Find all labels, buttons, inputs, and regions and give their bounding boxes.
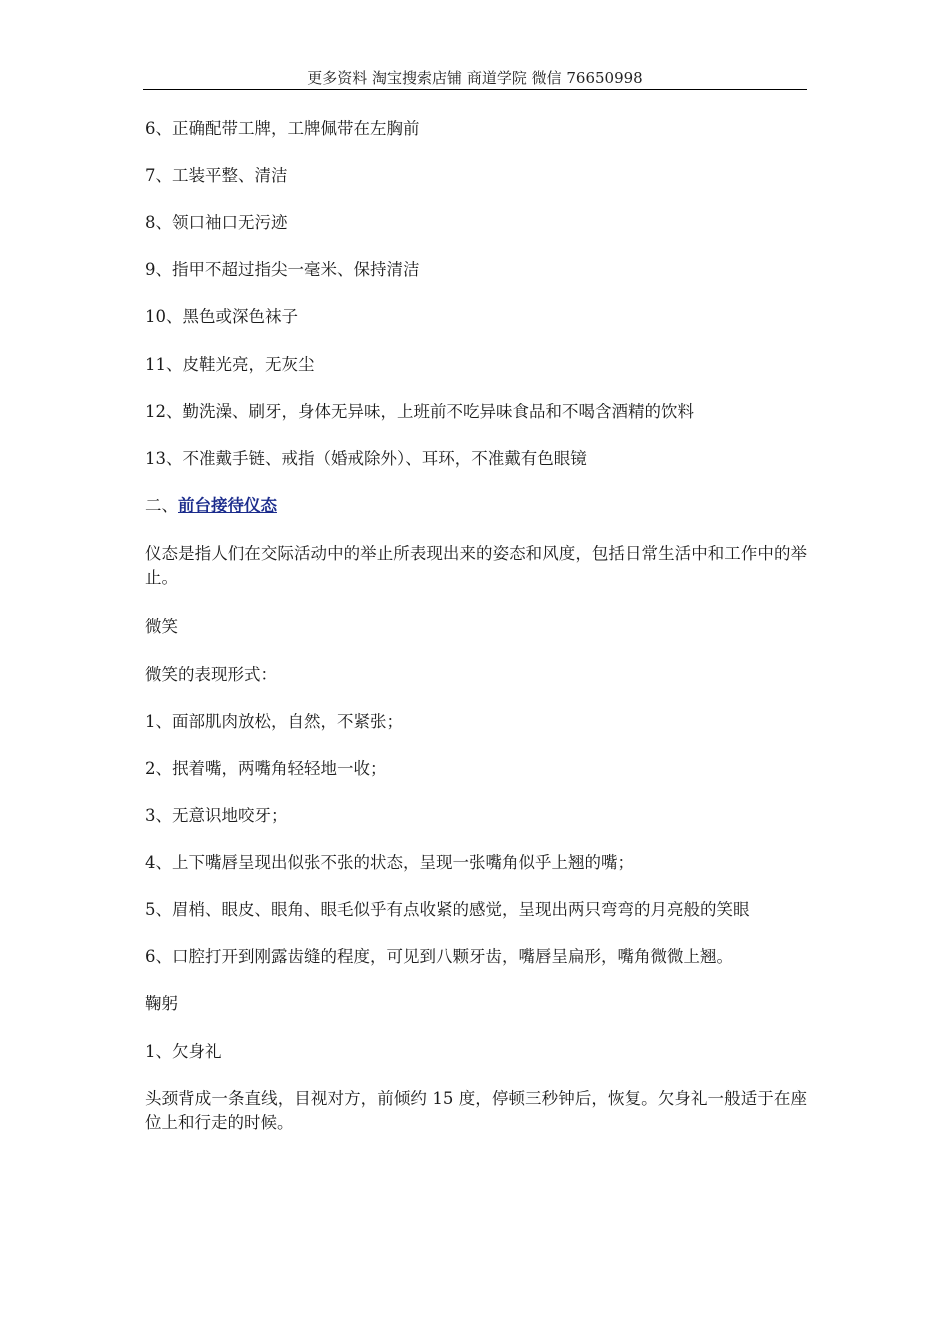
list-item: 1、欠身礼 (145, 1042, 222, 1061)
list-item: 10、黑色或深色袜子 (145, 307, 298, 326)
list-item: 2、抿着嘴，两嘴角轻轻地一收； (145, 759, 387, 778)
smile-title: 微笑 (145, 617, 178, 636)
list-item: 4、上下嘴唇呈现出似张不张的状态，呈现一张嘴角似乎上翘的嘴； (145, 853, 634, 872)
section-number: 二、 (145, 496, 178, 515)
list-item: 1、面部肌肉放松，自然，不紧张； (145, 712, 403, 731)
smile-subtitle: 微笑的表现形式： (145, 665, 277, 684)
intro-paragraph: 仪态是指人们在交际活动中的举止所表现出来的姿态和风度，包括日常生活中和工作中的举止。 (145, 544, 807, 587)
bow-description: 头颈背成一条直线，目视对方，前倾约 15 度，停顿三秒钟后，恢复。欠身礼一般适于在座位上和行走的时候。 (145, 1089, 807, 1132)
list-item: 12、勤洗澡、刷牙，身体无异味，上班前不吃异味食品和不喝含酒精的饮料 (145, 402, 694, 421)
bow-title: 鞠躬 (145, 994, 178, 1013)
page-header: 更多资料 淘宝搜索店铺 商道学院 微信 76650998 (143, 68, 807, 90)
list-item: 8、领口袖口无污迹 (145, 213, 288, 232)
section-title-link[interactable]: 前台接待仪态 (178, 496, 277, 515)
list-item: 6、正确配带工牌，工牌佩带在左胸前 (145, 119, 420, 138)
section-heading (145, 494, 807, 518)
list-item: 7、工装平整、清洁 (145, 166, 288, 185)
list-item: 11、皮鞋光亮，无灰尘 (145, 355, 315, 374)
list-item: 6、口腔打开到刚露齿缝的程度，可见到八颗牙齿，嘴唇呈扁形，嘴角微微上翘。 (145, 947, 733, 966)
list-item: 3、无意识地咬牙； (145, 806, 288, 825)
list-item: 13、不准戴手链、戒指（婚戒除外）、耳环，不准戴有色眼镜 (145, 449, 587, 468)
list-item: 9、指甲不超过指尖一毫米、保持清洁 (145, 260, 420, 279)
list-item: 5、眉梢、眼皮、眼角、眼毛似乎有点收紧的感觉，呈现出两只弯弯的月亮般的笑眼 (145, 900, 750, 919)
